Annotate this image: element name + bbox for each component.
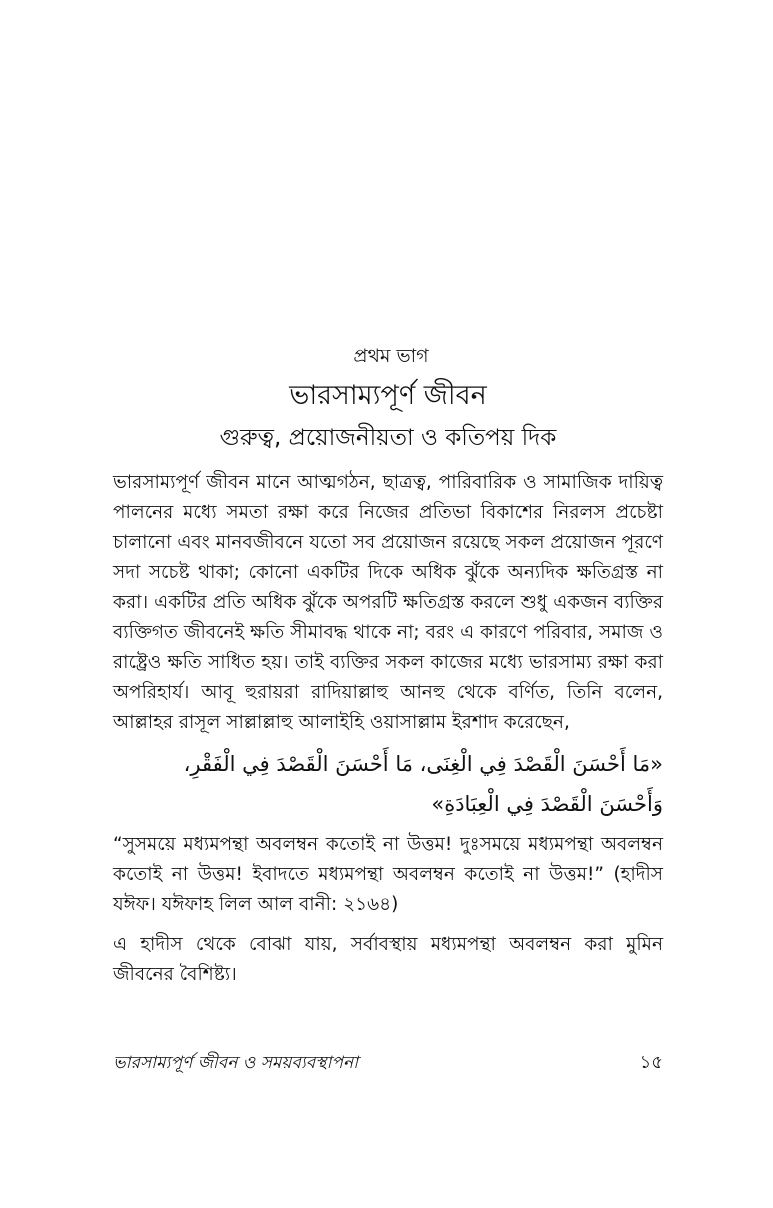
- arabic-hadith-line-1: «مَا أَحْسَنَ الْقَصْدَ فِي الْغِنَى، مَا أَحْسَنَ الْقَصْدَ فِي الْفَقْرِ،: [183, 752, 663, 776]
- chapter-subtitle: গুরুত্ব, প্রয়োজনীয়তা ও কতিপয় দিক: [219, 425, 557, 451]
- hadith-translation: “সুসময়ে মধ্যমপন্থা অবলম্বন কতোই না উত্তম! দুঃসময়ে মধ্যমপন্থা অবলম্বন কতোই না উত্তম! ইবাদতে মধ্যমপন্থা অবলম্বন কতোই না উত্তম!” (হাদীস যঈফ। যঈফাহ লিল আল বানী: ২১৬৪): [113, 834, 663, 915]
- page-footer: [113, 1050, 663, 1076]
- chapter-title: ভারসাম্যপূর্ণ জীবন: [289, 380, 487, 411]
- intro-paragraph: ভারসাম্যপূর্ণ জীবন মানে আত্মগঠন, ছাত্রত্ব, পারিবারিক ও সামাজিক দায়িত্ব পালনের মধ্যে সমতা রক্ষা করে নিজের প্রতিভা বিকাশের নিরলস প্রচেষ্টা চালানো এবং মানবজীবনে যতো সব প্রয়োজন রয়েছে সকল প্রয়োজন পূরণে সদা সচেষ্ট থাকা; কোনো একটির দিকে অধিক ঝুঁকে অন্যদিক ক্ষতিগ্রস্ত না করা। একটির প্রতি অধিক ঝুঁকে অপরটি ক্ষতিগ্রস্ত করলে শুধু একজন ব্যক্তির ব্যক্তিগত জীবনেই ক্ষতি সীমাবদ্ধ থাকে না; বরং এ কারণে পরিবার, সমাজ ও রাষ্ট্রেও ক্ষতি সাধিত হয়। তাই ব্যক্তির সকল কাজের মধ্যে ভারসাম্য রক্ষা করা অপরিহার্য। আবূ হুরায়রা রাদিয়াল্লাহু আনহু থেকে বর্ণিত, তিনি বলেন, আল্লাহর রাসূল সাল্লাল্লাহু আলাইহি ওয়াসাল্লাম ইরশাদ করেছেন,: [113, 472, 663, 733]
- arabic-hadith-line-2: وَأَحْسَنَ الْقَصْدَ فِي الْعِبَادَةِ»: [431, 792, 663, 816]
- conclusion-paragraph: এ হাদীস থেকে বোঝা যায়, সর্বাবস্থায় মধ্যমপন্থা অবলম্বন করা মুমিন জীবনের বৈশিষ্ট্য।: [113, 934, 663, 985]
- page-content: [113, 340, 663, 990]
- page-number: ১৫: [639, 1052, 663, 1073]
- footer-book-title: ভারসাম্যপূর্ণ জীবন ও সময়ব্যবস্থাপনা: [113, 1053, 359, 1073]
- part-label: প্রথম ভাগ: [353, 345, 429, 367]
- arabic-hadith: [113, 744, 663, 824]
